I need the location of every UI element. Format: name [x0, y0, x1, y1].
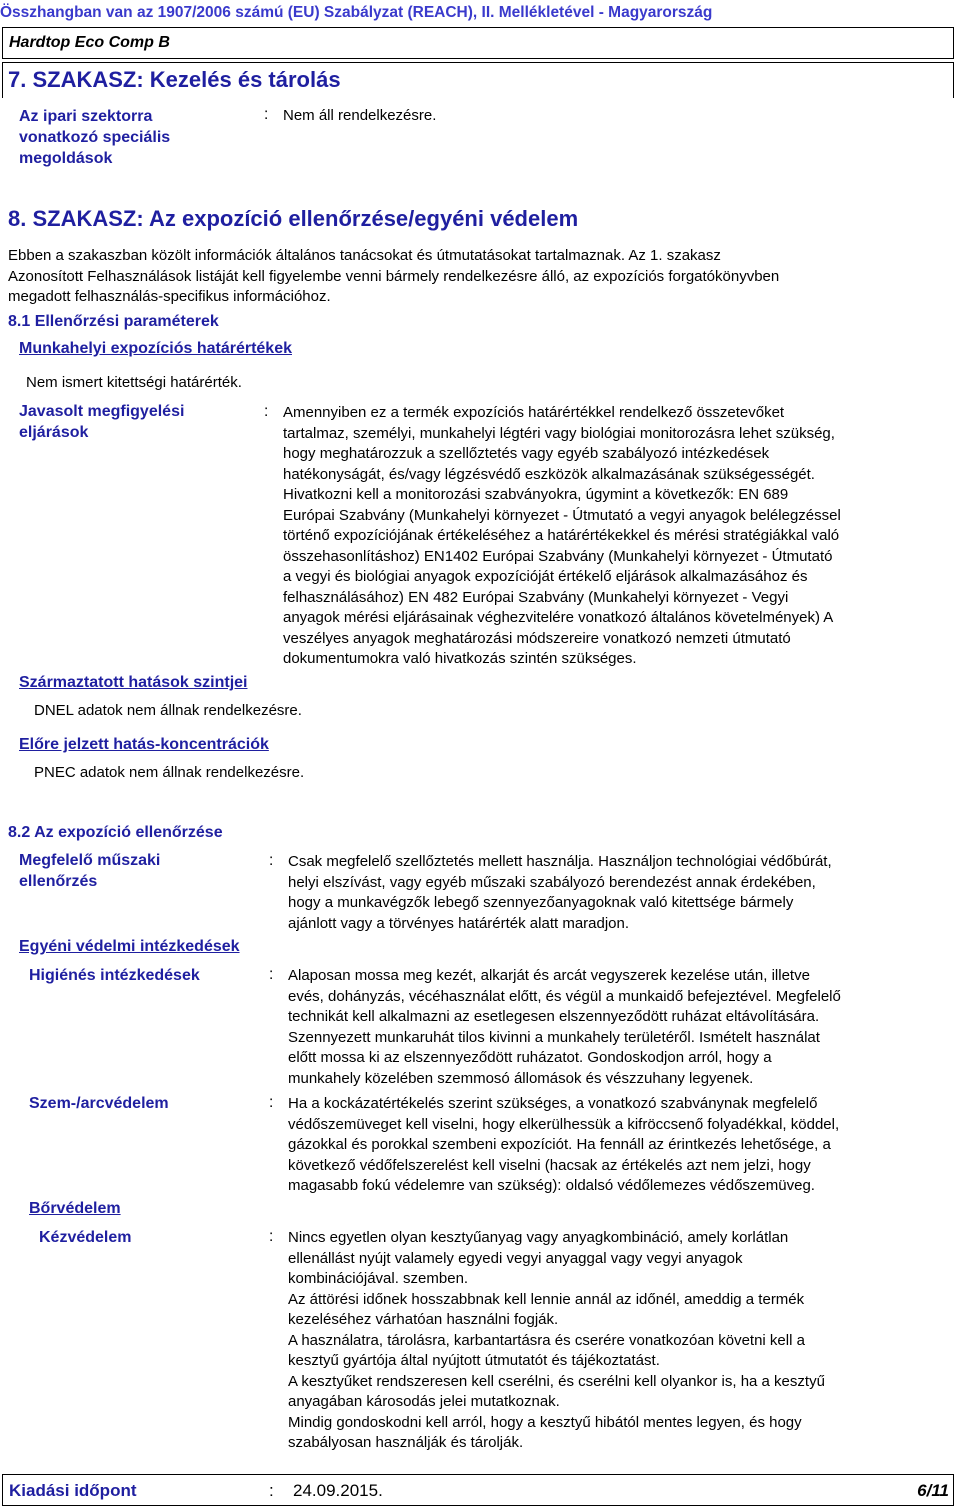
- text-line: Nincs egyetlen olyan kesztyűanyag vagy anyagkombináció, amely korlátlan: [288, 1229, 789, 1246]
- monitoring-label-line: eljárások: [19, 424, 89, 441]
- hand-protection-text: [288, 1228, 825, 1454]
- colon: :: [269, 1228, 274, 1245]
- text-line: ajánlott vagy a törvényes határérték alatt maradjon.: [288, 914, 630, 932]
- monitoring-text: [283, 403, 841, 670]
- text-line: felhasználásához) EN 482 Európai Szabvány (Munkahelyi környezet - Vegyi: [283, 588, 789, 606]
- text-line: történő expozíciójának értékeléséhez a határértékekkel és mérési stratégiákkal való: [283, 527, 840, 544]
- engineering-label-line: Megfelelő műszaki: [19, 852, 161, 869]
- text-line: védőszemüveget kell viselni, hogy elkerülhessük a kifröccsenő folyadékkal, köddel,: [288, 1115, 840, 1133]
- text-line: összehasonlításhoz) EN1402 Európai Szabvány (Munkahelyi környezet - Útmutató: [283, 547, 833, 565]
- section81-title: 8.1 Ellenőrzési paraméterek: [8, 313, 219, 330]
- text-line: technikát kell alkalmazni az esetlegesen elszennyeződött ruházat eltávolítására.: [288, 1008, 820, 1025]
- section82-title: 8.2 Az expozíció ellenőrzése: [8, 824, 223, 841]
- text-line: szabályosan használják és tárolják.: [288, 1434, 524, 1451]
- text-line: A használatra, tárolásra, karbantartásra és cserére vonatkozóan követni kell a: [288, 1331, 805, 1349]
- workplace-limits-text: Nem ismert kitettségi határérték.: [26, 374, 242, 391]
- text-line: ellenállást nyújt valamely egyedi vegyi anyaggal vagy vegyi anyagok: [288, 1249, 743, 1267]
- colon: :: [264, 106, 269, 123]
- text-line: munkahely közelében szemmosó állomások és vészzuhany legyenek.: [288, 1069, 754, 1087]
- text-line: hatékonyságát, és/vagy légzésvédő eszközök alkalmazásának szükségességét.: [283, 465, 815, 483]
- text-line: magasabb fokú védelemre van szükség): oldalsó védőlemezes védőszemüveg.: [288, 1177, 815, 1194]
- text-line: kombinációjával. szemben.: [288, 1270, 469, 1287]
- intro-line: megadott felhasználás-specifikus információhoz.: [8, 288, 331, 305]
- pnec-text: PNEC adatok nem állnak rendelkezésre.: [34, 764, 305, 781]
- regulation-header: Összhangban van az 1907/2006 számú (EU) Szabályzat (REACH), II. Mellékletével - Magyarország: [0, 4, 713, 21]
- text-line: Az áttörési időnek hosszabbnak kell lennie annál az időnél, ameddig a termék: [288, 1290, 805, 1308]
- personal-measures-title: Egyéni védelmi intézkedések: [19, 938, 240, 955]
- text-line: Csak megfelelő szellőztetés mellett használja. Használjon technológiai védőbúrát,: [288, 853, 832, 870]
- text-line: helyi elszívást, vagy egyéb műszaki szabályozó berendezést annak érdekében,: [288, 873, 816, 891]
- hygiene-label: Higiénés intézkedések: [29, 967, 200, 984]
- hand-protection-label: Kézvédelem: [39, 1229, 132, 1246]
- section8-intro: [8, 246, 954, 308]
- pnec-title: Előre jelzett hatás-koncentrációk: [19, 736, 269, 753]
- engineering-label: [19, 850, 160, 892]
- section8-title: 8. SZAKASZ: Az expozíció ellenőrzése/egyéni védelem: [8, 206, 579, 231]
- text-line: anyagában károsodás jelei mutatkoznak.: [288, 1393, 560, 1410]
- issue-date: 24.09.2015.: [293, 1481, 383, 1500]
- text-line: anyagok mérési eljárásainak véghezvitelére vonatkozó általános követelmények) A: [283, 609, 834, 626]
- text-line: következő védőfelszerelést kell viselni (hacsak az értékelés azt nem jelzi, hogy: [288, 1156, 811, 1174]
- eye-protection-label: Szem-/arcvédelem: [29, 1095, 169, 1112]
- text-line: kesztyű gyártója által nyújtott útmutatót és tájékoztatást.: [288, 1352, 660, 1369]
- eye-protection-text: [288, 1094, 839, 1197]
- colon: :: [269, 1094, 274, 1111]
- monitoring-label-line: Javasolt megfigyelési: [19, 403, 185, 420]
- text-line: veszélyes anyagok meghatározási módszereire vonatkozó nemzeti útmutató: [283, 629, 791, 647]
- product-name-box: [2, 27, 954, 59]
- issue-date-label: Kiadási időpont: [9, 1481, 137, 1500]
- colon: :: [264, 403, 269, 420]
- page-number: 6/11: [917, 1481, 949, 1500]
- text-line: evés, dohányzás, vécéhasználat előtt, és végül a munkaidő befejeztével. Megfelelő: [288, 987, 841, 1005]
- dnel-text: DNEL adatok nem állnak rendelkezésre.: [34, 702, 302, 719]
- text-line: Alaposan mossa meg kezét, alkarját és arcát vegyszerek kezelése után, illetve: [288, 967, 810, 984]
- intro-line: Ebben a szakaszban közölt információk általános tanácsokat és útmutatásokat tartalmaznak. Az 1. szakasz: [8, 247, 721, 264]
- industry-solutions-label: [19, 106, 170, 169]
- text-line: gázokkal és porokkal szembeni expozíciót. Ha fennáll az érintkezés lehetősége, a: [288, 1136, 831, 1153]
- colon: :: [269, 1481, 274, 1500]
- industry-solutions-value: Nem áll rendelkezésre.: [283, 107, 437, 124]
- footer: [2, 1474, 954, 1506]
- monitoring-label: [19, 401, 184, 443]
- intro-line: Azonosított Felhasználások listáját kell figyelembe venni bármely rendelkezésre álló, az expozíciós forgatókönyvben: [8, 267, 780, 285]
- text-line: Szennyezett munkaruhát tilos kivinni a munkahely területéről. Ismételt használat: [288, 1028, 820, 1046]
- text-line: a vegyi és biológiai anyagok expozícióját értékelő eljárások alkalmazásához és: [283, 568, 808, 585]
- dnel-title: Származtatott hatások szintjei: [19, 674, 248, 691]
- text-line: Amennyiben ez a termék expozíciós határértékkel rendelkező összetevőket: [283, 404, 785, 421]
- section7-title: 7. SZAKASZ: Kezelés és tárolás: [8, 67, 341, 92]
- workplace-limits-title: Munkahelyi expozíciós határértékek: [19, 340, 292, 357]
- engineering-label-line: ellenőrzés: [19, 873, 98, 890]
- skin-protection-title: Bőrvédelem: [29, 1200, 121, 1217]
- engineering-text: [288, 852, 832, 934]
- hygiene-text: [288, 966, 841, 1089]
- text-line: előtt mossa ki az elszennyeződött ruházatot. Gondoskodjon arról, hogy a: [288, 1049, 772, 1066]
- industry-label-line: Az ipari szektorra: [19, 108, 153, 125]
- product-name: Hardtop Eco Comp B: [9, 34, 170, 51]
- colon: :: [269, 852, 274, 869]
- industry-label-line: vonatkozó speciális: [19, 129, 171, 146]
- text-line: Hivatkozni kell a monitorozási szabványokra, úgymint a következők: EN 689: [283, 486, 789, 503]
- text-line: tartalmaz, személyi, munkahelyi légtéri vagy biológiai monitorozásra lehet szükség,: [283, 424, 835, 442]
- text-line: kezeléséhez várhatóan használni fogják.: [288, 1311, 559, 1328]
- text-line: Európai Szabvány (Munkahelyi környezet - Útmutató a vegyi anyagok belélegzéssel: [283, 506, 841, 524]
- text-line: A kesztyűket rendszeresen kell cserélni, és cserélni kell olyankor is, ha a kesztyű: [288, 1372, 825, 1390]
- text-line: Ha a kockázatértékelés szerint szükséges, a vonatkozó szabványnak megfelelő: [288, 1095, 818, 1112]
- text-line: Mindig gondoskodni kell arról, hogy a kesztyű hibától mentes legyen, és hogy: [288, 1413, 802, 1431]
- colon: :: [269, 966, 274, 983]
- text-line: hogy a munkavégzők lebegő szennyezőanyagoknak való kitettsége bármely: [288, 894, 794, 911]
- text-line: dokumentumokra való hivatkozás szintén szükséges.: [283, 650, 637, 667]
- industry-label-line: megoldások: [19, 150, 113, 167]
- text-line: hogy meghatározzuk a szellőztetés vagy egyéb szabályozó intézkedések: [283, 445, 770, 462]
